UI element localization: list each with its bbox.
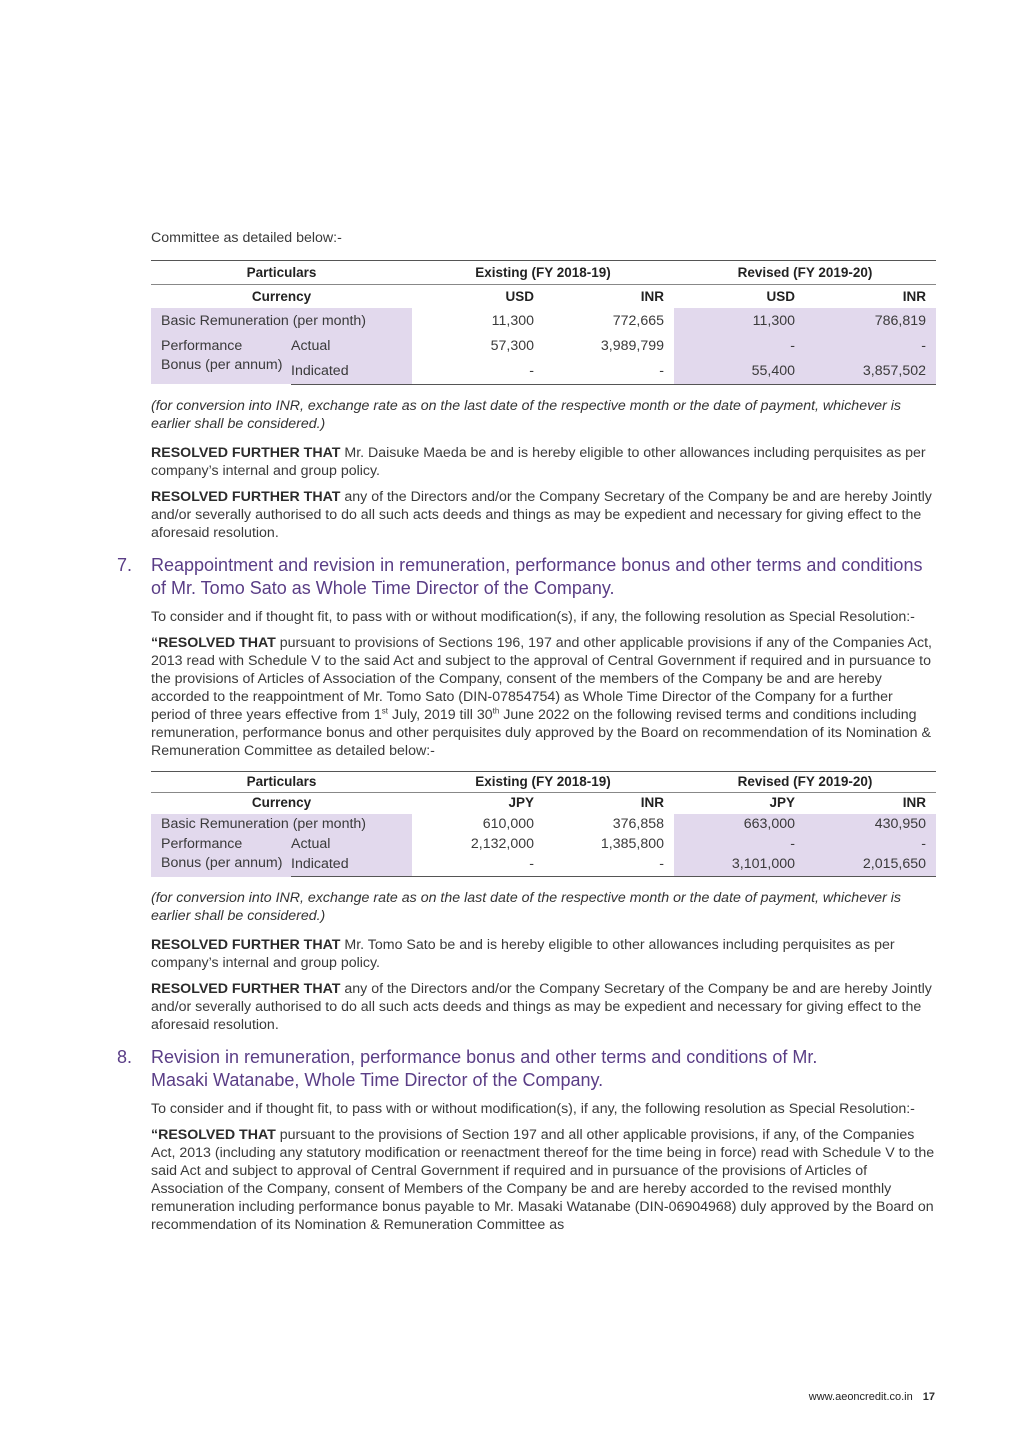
currency-revised-1: USD bbox=[766, 288, 796, 304]
row-label-bonus: Performance Bonus (per annum) bbox=[151, 834, 291, 877]
row-label-indicated: Indicated bbox=[291, 358, 412, 384]
cell-value: 2,015,650 bbox=[805, 854, 936, 877]
cell-value: - bbox=[412, 854, 544, 877]
resolved-label: “RESOLVED THAT bbox=[151, 634, 276, 651]
cell-value: - bbox=[412, 358, 544, 384]
section-number: 7. bbox=[117, 554, 133, 575]
cell-value: 663,000 bbox=[674, 814, 805, 834]
section-title: Revision in remuneration, performance bonus and other terms and conditions of Mr. Masaki Watanabe, Whole Time Director of the Company. bbox=[151, 1047, 818, 1090]
row-label-indicated: Indicated bbox=[291, 854, 412, 877]
paragraph-text: Mr. Tomo Sato be and is hereby eligible to other allowances including perquisites as per company’s internal and group policy. bbox=[151, 937, 895, 971]
paragraph-text: any of the Directors and/or the Company Secretary of the Company be and are hereby Jointly and/or severally authorised to do all such acts deeds and things as may be expedient and necessary for giving effect to the aforesaid resolution. bbox=[151, 488, 932, 541]
section-heading-8 bbox=[117, 1046, 936, 1092]
page-footer bbox=[809, 1391, 935, 1403]
resolved-further-paragraph bbox=[151, 444, 936, 480]
paragraph-text: pursuant to the provisions of Section 197 and all other applicable provisions, if any, of the Companies Act, 2013 (including any statutory modification or reenactment thereof for the time being in force) read with Schedule V to the said Act and subject to approval of Central Government if required and in pursuance of the provisions of Articles of Association of the Company, consent of Members of the Company be and are hereby accorded to the revised monthly remuneration including performance bonus payable to Mr. Masaki Watanabe (DIN-06904968) duly approved by the Board on recommendation of its Nomination & Remuneration Committee as bbox=[151, 1127, 935, 1233]
header-currency: Currency bbox=[251, 795, 312, 810]
resolved-paragraph bbox=[151, 634, 936, 760]
conversion-note: (for conversion into INR, exchange rate as on the last date of the respective month or the date of payment, whichever is earlier shall be considered.) bbox=[151, 397, 901, 432]
resolved-paragraph bbox=[151, 1126, 936, 1234]
table-row bbox=[151, 308, 936, 334]
remuneration-table-sato bbox=[151, 771, 936, 878]
paragraph-text: June 2022 on the following revised terms and conditions including remuneration, performance bonus and other perquisites duly approved by the Board on recommendation of its Nomination & Remuneration Committee as detailed below:- bbox=[151, 706, 931, 759]
currency-existing-1: JPY bbox=[508, 795, 535, 810]
document-body bbox=[117, 229, 936, 1234]
header-currency: Currency bbox=[251, 288, 312, 304]
resolved-further-label: RESOLVED FURTHER THAT bbox=[151, 981, 341, 997]
table-row bbox=[151, 834, 936, 854]
remuneration-table-maeda bbox=[151, 260, 936, 385]
resolved-label: “RESOLVED THAT bbox=[151, 1127, 276, 1143]
table-row bbox=[151, 814, 936, 834]
cell-value: 11,300 bbox=[491, 313, 535, 329]
paragraph-text: Mr. Daisuke Maeda be and is hereby eligible to other allowances including perquisites as per company’s internal and group policy. bbox=[151, 444, 926, 479]
cell-value: - bbox=[805, 334, 936, 358]
cell-value: 11,300 bbox=[674, 308, 805, 334]
cell-value: - bbox=[674, 334, 805, 358]
header-revised: Revised (FY 2019-20) bbox=[674, 771, 936, 792]
currency-existing-2: INR bbox=[640, 288, 665, 304]
cell-value: 55,400 bbox=[674, 358, 805, 384]
currency-existing-1: USD bbox=[505, 288, 535, 304]
cell-value: 376,858 bbox=[612, 815, 665, 832]
cell-value: 3,989,799 bbox=[600, 338, 665, 354]
cell-value: 2,132,000 bbox=[470, 835, 535, 852]
cell-value: 772,665 bbox=[612, 313, 665, 329]
currency-revised-2: INR bbox=[902, 288, 927, 304]
row-label-basic: Basic Remuneration (per month) bbox=[151, 308, 412, 334]
intro-text: Committee as detailed below:- bbox=[151, 230, 342, 246]
currency-revised-2: INR bbox=[902, 795, 927, 810]
currency-existing-2: INR bbox=[640, 795, 665, 810]
paragraph-text: pursuant to provisions of Sections 196, 197 and other applicable provisions if any of the Companies Act, 2013 read with Schedule V to the said Act and subject to the approval of Central Government if required and in pursuance to the provisions of Articles of Association of the Company, consent of the members of the Company be and are hereby accorded to the reappointment of Mr. Tomo Sato (DIN-07854754) as Whole Time Director of the Company for a further period of three years effective from 1 bbox=[151, 634, 932, 723]
header-particulars: Particulars bbox=[151, 771, 412, 792]
section-number: 8. bbox=[117, 1047, 133, 1067]
row-label-actual: Actual bbox=[291, 334, 412, 358]
consider-paragraph: To consider and if thought fit, to pass with or without modification(s), if any, the following resolution as Special Resolution:- bbox=[151, 1101, 915, 1117]
consider-paragraph: To consider and if thought fit, to pass with or without modification(s), if any, the following resolution as Special Resolution:- bbox=[151, 608, 915, 625]
header-revised: Revised (FY 2019-20) bbox=[674, 261, 936, 285]
cell-value: - bbox=[544, 358, 674, 384]
resolved-further-paragraph bbox=[151, 980, 936, 1034]
cell-value: - bbox=[544, 854, 674, 877]
header-particulars: Particulars bbox=[151, 261, 412, 285]
resolved-further-paragraph bbox=[151, 488, 936, 542]
cell-value: 610,000 bbox=[482, 815, 535, 832]
row-label-actual: Actual bbox=[291, 834, 412, 854]
page-number: 17 bbox=[922, 1391, 935, 1403]
superscript: st bbox=[381, 705, 389, 715]
cell-value: - bbox=[674, 834, 805, 854]
section-title: Reappointment and revision in remuneration, performance bonus and other terms and conditions of Mr. Tomo Sato as Whole Time Director of the Company. bbox=[151, 554, 923, 598]
row-label-bonus: Performance Bonus (per annum) bbox=[151, 334, 291, 384]
currency-revised-1: JPY bbox=[769, 795, 796, 810]
conversion-note: (for conversion into INR, exchange rate as on the last date of the respective month or the date of payment, whichever is earlier shall be considered.) bbox=[151, 890, 901, 924]
cell-value: 786,819 bbox=[805, 308, 936, 334]
header-existing: Existing (FY 2018-19) bbox=[412, 771, 674, 792]
cell-value: 57,300 bbox=[490, 338, 535, 354]
header-existing: Existing (FY 2018-19) bbox=[412, 261, 674, 285]
table-row bbox=[151, 334, 936, 358]
cell-value: 3,857,502 bbox=[805, 358, 936, 384]
cell-value: 1,385,800 bbox=[600, 835, 665, 852]
superscript: th bbox=[492, 705, 500, 715]
resolved-further-label: RESOLVED FURTHER THAT bbox=[151, 937, 341, 953]
resolved-further-label: RESOLVED FURTHER THAT bbox=[151, 444, 341, 461]
section-heading-7 bbox=[117, 554, 936, 600]
cell-value: 430,950 bbox=[805, 814, 936, 834]
resolved-further-label: RESOLVED FURTHER THAT bbox=[151, 488, 341, 505]
paragraph-text: any of the Directors and/or the Company Secretary of the Company be and are hereby Jointly and/or severally authorised to do all such acts deeds and things as may be expedient and necessary for giving effect to the aforesaid resolution. bbox=[151, 981, 932, 1033]
cell-value: - bbox=[805, 834, 936, 854]
paragraph-text: July, 2019 till 30 bbox=[388, 706, 493, 723]
website-link[interactable]: www.aeoncredit.co.in bbox=[808, 1391, 913, 1403]
row-label-basic: Basic Remuneration (per month) bbox=[151, 814, 412, 834]
resolved-further-paragraph bbox=[151, 936, 936, 972]
cell-value: 3,101,000 bbox=[674, 854, 805, 877]
